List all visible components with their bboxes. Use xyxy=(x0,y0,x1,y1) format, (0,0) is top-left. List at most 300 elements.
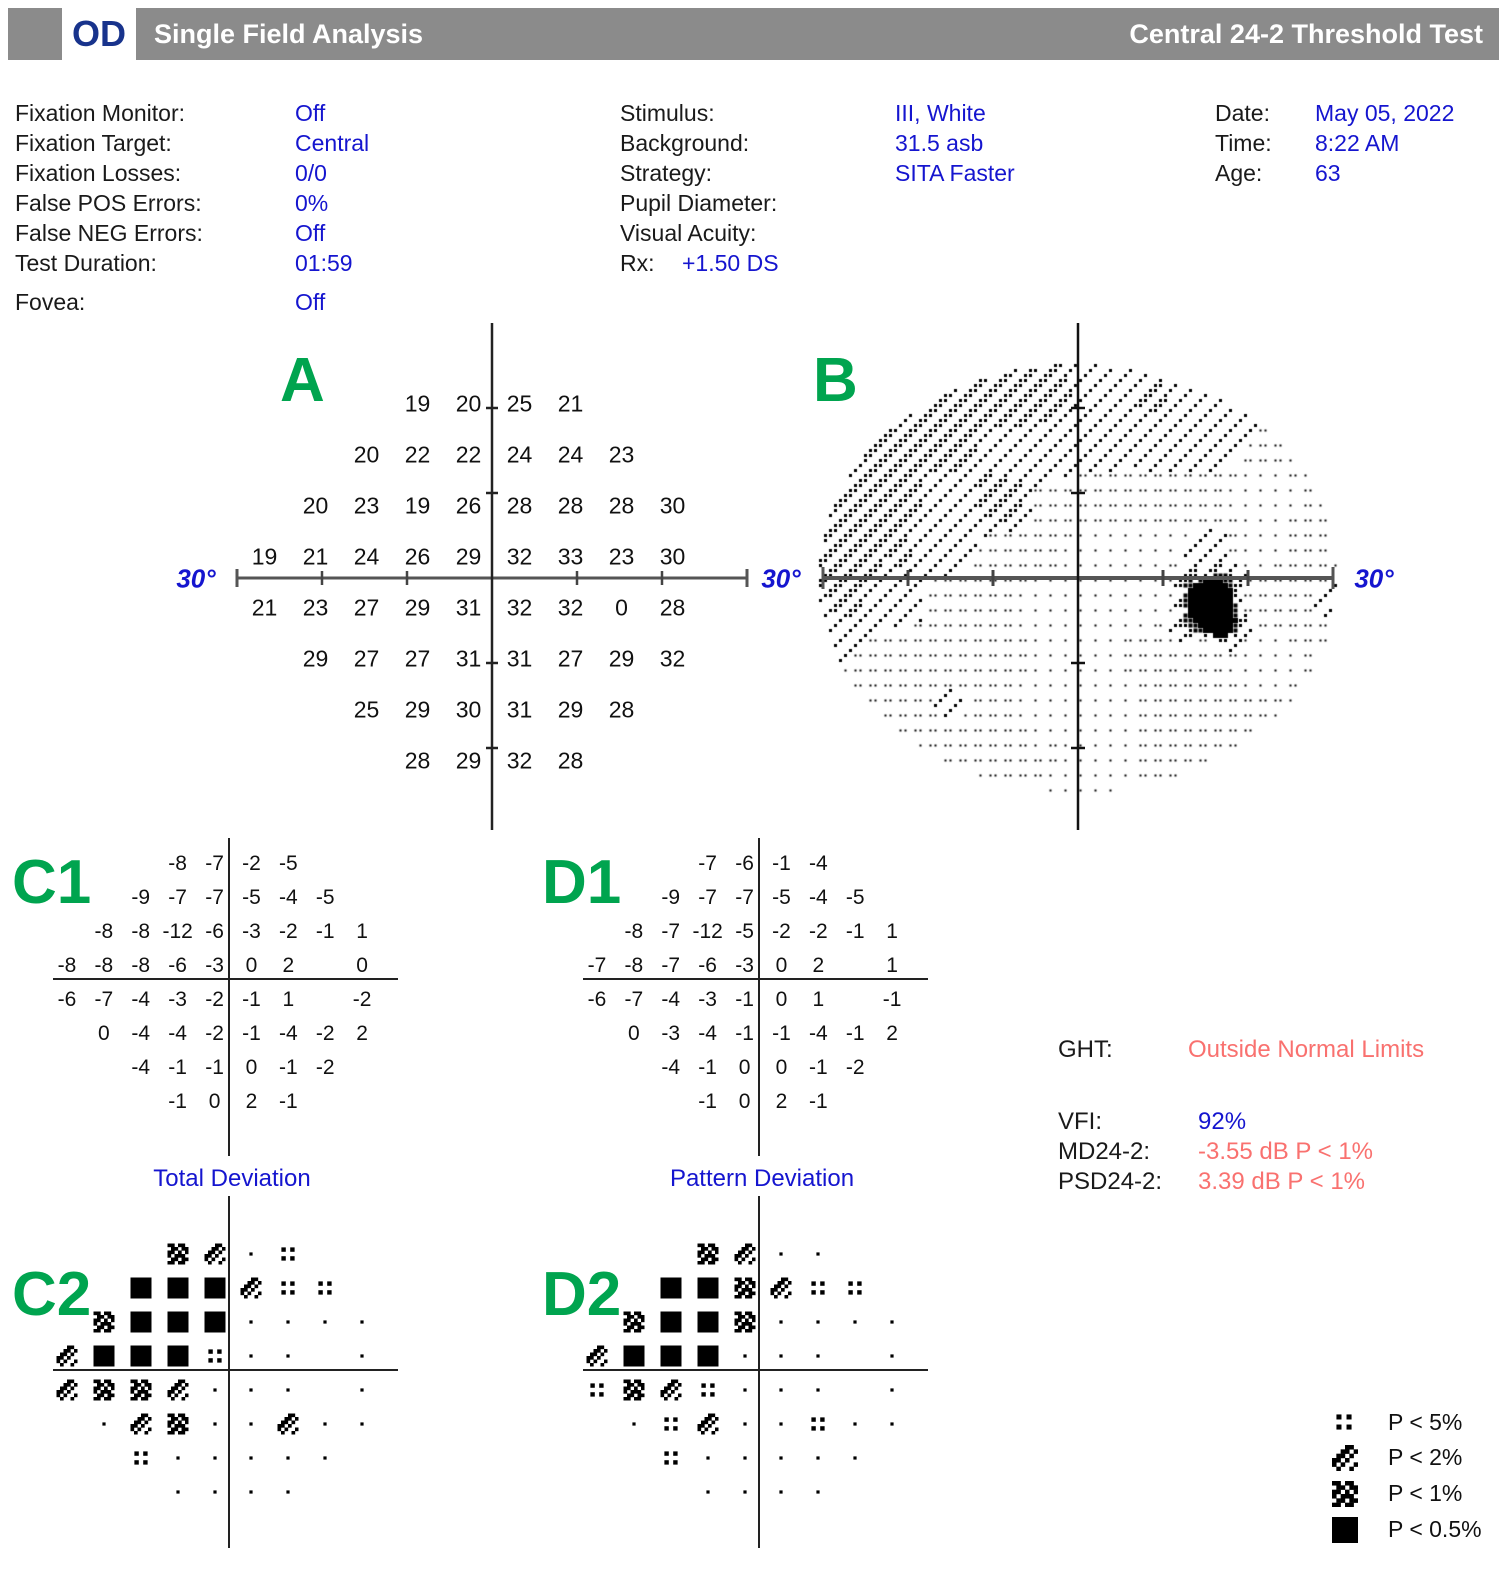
pattern-dev-prob-p5 xyxy=(697,1380,718,1401)
total-deviation-value: -6 xyxy=(205,919,224,943)
pattern-deviation-value: -2 xyxy=(772,919,791,943)
total-deviation-value: -5 xyxy=(279,851,298,875)
pattern-deviation-value: -6 xyxy=(698,953,717,977)
pattern-dev-prob-n xyxy=(740,1419,750,1429)
total-dev-prob-n xyxy=(246,1317,256,1327)
ght-label: GHT: xyxy=(1058,1036,1113,1063)
threshold-value: 31 xyxy=(455,594,482,620)
legend-symbol-p1 xyxy=(1332,1481,1358,1507)
pattern-deviation-value: 0 xyxy=(775,988,788,1011)
pattern-deviation-value: -5 xyxy=(772,885,791,909)
threshold-value: 30 xyxy=(455,696,482,722)
total-deviation-value: -5 xyxy=(242,885,261,909)
pattern-dev-prob-p2 xyxy=(734,1243,755,1264)
total-dev-prob-n xyxy=(173,1487,183,1497)
param-col-middle-row xyxy=(620,190,1100,218)
total-dev-prob-n xyxy=(210,1453,220,1463)
pattern-deviation-value: -2 xyxy=(845,1056,865,1080)
param-label: Age: xyxy=(1215,160,1263,186)
threshold-value: 23 xyxy=(302,594,329,620)
total-dev-prob-p05 xyxy=(204,1277,225,1298)
total-deviation-value: 1 xyxy=(282,988,295,1011)
pattern-deviation-value: -5 xyxy=(845,885,865,909)
total-dev-prob-p05 xyxy=(204,1311,225,1332)
param-value: +1.50 DS xyxy=(682,250,779,276)
total-deviation-value: -4 xyxy=(168,1022,187,1046)
total-dev-prob-n xyxy=(283,1453,293,1463)
pattern-deviation-value: 0 xyxy=(738,1056,751,1080)
threshold-value: 24 xyxy=(557,441,584,467)
threshold-value: 32 xyxy=(557,594,584,620)
total-deviation-value: -2 xyxy=(242,851,261,875)
pattern-deviation-value: -7 xyxy=(735,885,754,909)
pattern-deviation-value: -7 xyxy=(587,953,607,977)
param-col-left-row xyxy=(15,190,495,218)
total-deviation-value: 0 xyxy=(245,1056,258,1080)
total-dev-prob-n xyxy=(246,1487,256,1497)
plot-a-letter: A xyxy=(280,346,325,415)
report-subtitle: Central 24-2 Threshold Test xyxy=(1129,18,1483,49)
threshold-value: 26 xyxy=(404,543,431,569)
pattern-deviation-value: 1 xyxy=(886,953,898,977)
plot-c2-letter: C2 xyxy=(12,1260,92,1329)
param-label: Pupil Diameter: xyxy=(620,190,778,216)
param-value: 8:22 AM xyxy=(1315,130,1400,156)
pattern-dev-prob-n xyxy=(850,1317,860,1327)
param-label: Test Duration: xyxy=(15,250,157,276)
total-dev-prob-n xyxy=(320,1419,330,1429)
param-value: Central xyxy=(295,130,370,156)
total-dev-prob-n xyxy=(357,1351,367,1361)
threshold-value: 27 xyxy=(557,645,584,671)
pattern-deviation-value: 0 xyxy=(775,953,788,977)
total-deviation-value: 2 xyxy=(245,1090,258,1114)
pattern-deviation-value: 2 xyxy=(812,953,825,977)
pattern-deviation-value: -9 xyxy=(661,885,681,909)
axis-30deg-label-right: 30° xyxy=(1354,563,1394,594)
pattern-dev-prob-n xyxy=(813,1317,823,1327)
total-deviation-value: -4 xyxy=(131,1022,151,1046)
pattern-dev-prob-p05 xyxy=(660,1311,681,1332)
total-dev-prob-p5 xyxy=(315,1277,336,1298)
threshold-value: 22 xyxy=(455,441,482,467)
pattern-dev-prob-n xyxy=(740,1351,750,1361)
pattern-dev-prob-p1 xyxy=(734,1277,755,1298)
total-dev-prob-p1 xyxy=(130,1380,151,1401)
threshold-value: 29 xyxy=(302,645,329,671)
threshold-value: 22 xyxy=(404,441,431,467)
pattern-dev-prob-n xyxy=(776,1419,786,1429)
total-dev-prob-p2 xyxy=(56,1345,77,1366)
total-dev-prob-n xyxy=(246,1419,256,1429)
param-label: Fixation Monitor: xyxy=(15,100,186,126)
pattern-dev-prob-n xyxy=(776,1249,786,1259)
param-col-right-row xyxy=(1215,160,1507,188)
threshold-value: 27 xyxy=(353,594,380,620)
pattern-dev-prob-n xyxy=(850,1419,860,1429)
param-col-right-row xyxy=(1215,100,1507,128)
threshold-value: 28 xyxy=(506,492,533,518)
threshold-value: 24 xyxy=(506,441,533,467)
param-col-right-row xyxy=(1215,130,1507,158)
total-deviation-value: -4 xyxy=(279,1022,298,1046)
pattern-deviation-value: 1 xyxy=(886,919,898,943)
threshold-value: 30 xyxy=(659,543,686,569)
param-value: May 05, 2022 xyxy=(1315,100,1455,126)
total-deviation-value: -1 xyxy=(168,1056,187,1080)
pattern-dev-prob-n xyxy=(813,1249,823,1259)
total-deviation-value: -8 xyxy=(94,953,114,977)
pattern-deviation-value: -7 xyxy=(698,851,717,875)
total-dev-prob-p05 xyxy=(167,1277,188,1298)
total-deviation-value: -8 xyxy=(131,953,151,977)
pattern-deviation-value: -1 xyxy=(809,1090,828,1114)
param-value: Off xyxy=(295,100,326,126)
pattern-dev-prob-n xyxy=(813,1385,823,1395)
total-deviation-caption: Total Deviation xyxy=(153,1165,311,1192)
pattern-dev-prob-n xyxy=(776,1487,786,1497)
pattern-deviation-value: -4 xyxy=(698,1022,717,1046)
pattern-dev-prob-n xyxy=(740,1487,750,1497)
pattern-dev-prob-p5 xyxy=(808,1277,829,1298)
pattern-dev-prob-n xyxy=(703,1453,713,1463)
total-deviation-value: -1 xyxy=(242,1022,261,1046)
total-dev-prob-n xyxy=(246,1249,256,1259)
threshold-value: 32 xyxy=(506,543,533,569)
pattern-dev-prob-p05 xyxy=(697,1277,718,1298)
total-deviation-value: -4 xyxy=(131,1056,151,1080)
pattern-dev-prob-p05 xyxy=(660,1345,681,1366)
pattern-deviation-value: -1 xyxy=(845,1022,865,1046)
param-label: Background: xyxy=(620,130,750,156)
threshold-value: 28 xyxy=(557,492,584,518)
pattern-deviation-value: -7 xyxy=(661,953,681,977)
threshold-value: 32 xyxy=(506,747,533,773)
threshold-value: 25 xyxy=(506,390,533,416)
total-dev-prob-p05 xyxy=(93,1345,114,1366)
total-deviation-value: -7 xyxy=(168,885,187,909)
threshold-value: 23 xyxy=(353,492,380,518)
total-deviation-value: -4 xyxy=(131,988,151,1011)
param-col-left-row xyxy=(15,100,495,128)
legend-label: P < 2% xyxy=(1388,1444,1463,1470)
param-col-left-row xyxy=(15,130,495,158)
pattern-deviation-value: -8 xyxy=(624,919,644,943)
total-deviation-value: -12 xyxy=(162,919,193,943)
total-dev-prob-p5 xyxy=(204,1345,225,1366)
plot-c1-letter: C1 xyxy=(12,848,92,917)
threshold-value: 27 xyxy=(404,645,431,671)
pattern-deviation-value: -3 xyxy=(735,953,754,977)
total-dev-prob-p1 xyxy=(167,1414,188,1435)
total-deviation-value: -7 xyxy=(205,885,224,909)
total-dev-prob-n xyxy=(320,1317,330,1327)
total-deviation-value: -2 xyxy=(315,1022,335,1046)
threshold-value: 24 xyxy=(353,543,380,569)
header-gray-square xyxy=(8,8,62,60)
total-dev-prob-p5 xyxy=(278,1243,299,1264)
pattern-dev-prob-n xyxy=(776,1317,786,1327)
param-value: 01:59 xyxy=(295,250,353,276)
md-value: -3.55 dB P < 1% xyxy=(1198,1138,1374,1165)
threshold-value: 29 xyxy=(455,747,482,773)
total-deviation-value: -1 xyxy=(205,1056,224,1080)
pattern-deviation-value: 2 xyxy=(775,1090,788,1114)
total-deviation-value: -6 xyxy=(57,988,77,1011)
pattern-deviation-value: -6 xyxy=(735,851,754,875)
pattern-deviation-value: -1 xyxy=(772,1022,791,1046)
total-deviation-value: -7 xyxy=(205,851,224,875)
grayscale-plot xyxy=(808,308,1348,848)
pattern-dev-prob-n xyxy=(887,1385,897,1395)
pattern-deviation-value: -7 xyxy=(624,988,644,1011)
threshold-value: 29 xyxy=(404,696,431,722)
total-deviation-value: -2 xyxy=(205,988,224,1011)
threshold-value: 21 xyxy=(557,390,584,416)
pattern-deviation-value: -4 xyxy=(809,885,828,909)
pattern-deviation-value: 2 xyxy=(886,1022,898,1046)
total-deviation-value: -8 xyxy=(94,919,114,943)
pattern-dev-prob-n xyxy=(740,1385,750,1395)
pattern-dev-prob-n xyxy=(813,1487,823,1497)
pattern-deviation-value: -5 xyxy=(735,919,754,943)
total-deviation-value: -2 xyxy=(315,1056,335,1080)
param-value: 0% xyxy=(295,190,329,216)
pattern-deviation-value: -4 xyxy=(661,1056,681,1080)
pattern-deviation-value: -1 xyxy=(845,919,865,943)
pattern-dev-prob-p1 xyxy=(734,1311,755,1332)
total-deviation-value: -4 xyxy=(279,885,298,909)
threshold-value: 26 xyxy=(455,492,482,518)
total-deviation-value: -5 xyxy=(315,885,335,909)
pattern-deviation-value: -4 xyxy=(809,851,828,875)
axis-30deg-label-left: 30° xyxy=(176,563,216,594)
legend-symbol-p05 xyxy=(1332,1517,1358,1543)
pattern-dev-prob-p5 xyxy=(660,1414,681,1435)
total-deviation-value: -2 xyxy=(279,919,298,943)
threshold-value: 19 xyxy=(404,492,431,518)
psd-value: 3.39 dB P < 1% xyxy=(1198,1168,1366,1195)
pattern-dev-prob-p05 xyxy=(697,1345,718,1366)
pattern-dev-prob-n xyxy=(776,1453,786,1463)
param-col-left-row xyxy=(15,220,495,248)
threshold-value: 32 xyxy=(659,645,686,671)
pattern-dev-prob-p5 xyxy=(586,1380,607,1401)
total-dev-prob-n xyxy=(283,1385,293,1395)
total-dev-prob-p5 xyxy=(278,1277,299,1298)
total-dev-prob-n xyxy=(283,1317,293,1327)
threshold-value: 0 xyxy=(615,594,628,620)
param-value: SITA Faster xyxy=(895,160,1015,186)
total-dev-prob-n xyxy=(283,1351,293,1361)
threshold-value: 30 xyxy=(659,492,686,518)
eye-label: OD xyxy=(72,13,126,54)
threshold-value: 29 xyxy=(404,594,431,620)
pattern-dev-prob-n xyxy=(703,1487,713,1497)
threshold-value: 29 xyxy=(557,696,584,722)
total-deviation-value: -3 xyxy=(205,953,224,977)
total-deviation-value: 0 xyxy=(208,1090,221,1114)
threshold-value: 28 xyxy=(608,696,635,722)
total-deviation-value: -3 xyxy=(242,919,261,943)
pattern-deviation-value: -3 xyxy=(698,988,717,1011)
threshold-value: 28 xyxy=(404,747,431,773)
param-value: Off xyxy=(295,220,326,246)
pattern-deviation-caption: Pattern Deviation xyxy=(669,1165,855,1192)
param-label: Fixation Losses: xyxy=(15,160,182,186)
pattern-deviation-value: 0 xyxy=(738,1090,751,1114)
total-dev-prob-p05 xyxy=(167,1311,188,1332)
total-deviation-value: -1 xyxy=(279,1056,298,1080)
pattern-deviation-value: -1 xyxy=(735,988,754,1011)
total-dev-prob-n xyxy=(210,1487,220,1497)
total-dev-prob-p2 xyxy=(278,1414,299,1435)
pattern-deviation-value: -6 xyxy=(587,988,607,1011)
pattern-dev-prob-p2 xyxy=(697,1414,718,1435)
total-dev-prob-p2 xyxy=(204,1243,225,1264)
threshold-value: 31 xyxy=(506,696,533,722)
legend-label: P < 0.5% xyxy=(1388,1516,1482,1542)
total-deviation-value: -1 xyxy=(279,1090,298,1114)
pattern-dev-prob-n xyxy=(887,1419,897,1429)
pattern-dev-prob-n xyxy=(850,1453,860,1463)
pattern-dev-prob-p05 xyxy=(697,1311,718,1332)
pattern-deviation-value: -12 xyxy=(692,919,723,943)
threshold-value: 32 xyxy=(506,594,533,620)
total-dev-prob-p2 xyxy=(130,1414,151,1435)
total-dev-prob-p05 xyxy=(130,1311,151,1332)
total-dev-prob-p05 xyxy=(130,1277,151,1298)
total-dev-prob-n xyxy=(210,1419,220,1429)
pattern-dev-prob-p5 xyxy=(660,1448,681,1469)
total-dev-prob-p2 xyxy=(56,1380,77,1401)
threshold-value: 21 xyxy=(302,543,329,569)
axis-30deg-label-middle: 30° xyxy=(761,563,801,594)
pattern-dev-prob-p05 xyxy=(660,1277,681,1298)
threshold-value: 21 xyxy=(251,594,278,620)
param-value: III, White xyxy=(895,100,986,126)
total-dev-prob-n xyxy=(210,1385,220,1395)
total-deviation-value: 2 xyxy=(282,953,295,977)
psd-label: PSD24-2: xyxy=(1058,1168,1163,1195)
total-dev-prob-p2 xyxy=(241,1277,262,1298)
total-dev-prob-p1 xyxy=(93,1380,114,1401)
pattern-dev-prob-n xyxy=(740,1453,750,1463)
total-deviation-value: -8 xyxy=(131,919,151,943)
param-col-middle-row xyxy=(620,160,1100,188)
threshold-value: 19 xyxy=(404,390,431,416)
pattern-deviation-value: -2 xyxy=(809,919,828,943)
param-col-left-row xyxy=(15,160,495,188)
threshold-value: 20 xyxy=(455,390,482,416)
pattern-dev-prob-n xyxy=(813,1351,823,1361)
param-col-middle-row xyxy=(620,130,1100,158)
pattern-dev-prob-p5 xyxy=(808,1414,829,1435)
total-deviation-value: 2 xyxy=(356,1022,368,1046)
total-deviation-value: -9 xyxy=(131,885,151,909)
legend-label: P < 5% xyxy=(1388,1409,1463,1435)
report-title: Single Field Analysis xyxy=(154,18,424,49)
pattern-dev-prob-p1 xyxy=(697,1243,718,1264)
md-label: MD24-2: xyxy=(1058,1138,1151,1165)
pattern-dev-prob-p5 xyxy=(845,1277,866,1298)
header-bar xyxy=(136,8,1499,60)
ght-value: Outside Normal Limits xyxy=(1188,1036,1425,1063)
param-col-left-row xyxy=(15,250,495,278)
threshold-value: 20 xyxy=(302,492,329,518)
total-dev-prob-n xyxy=(99,1419,109,1429)
total-dev-prob-n xyxy=(320,1453,330,1463)
threshold-value: 28 xyxy=(659,594,686,620)
pattern-dev-prob-p2 xyxy=(586,1345,607,1366)
total-deviation-value: 0 xyxy=(98,1022,110,1046)
total-dev-prob-n xyxy=(357,1385,367,1395)
param-label: Time: xyxy=(1215,130,1272,156)
pattern-dev-prob-n xyxy=(887,1317,897,1327)
pattern-deviation-value: -8 xyxy=(624,953,644,977)
plot-d1-letter: D1 xyxy=(542,848,622,917)
total-deviation-value: 0 xyxy=(245,953,258,977)
threshold-value: 31 xyxy=(506,645,533,671)
param-label: Date: xyxy=(1215,100,1270,126)
total-dev-prob-n xyxy=(246,1351,256,1361)
threshold-value: 29 xyxy=(455,543,482,569)
threshold-value: 28 xyxy=(608,492,635,518)
pattern-dev-prob-n xyxy=(629,1419,639,1429)
eye-badge xyxy=(66,8,132,60)
param-label: Visual Acuity: xyxy=(620,220,757,246)
pattern-deviation-value: -3 xyxy=(661,1022,681,1046)
total-dev-prob-p1 xyxy=(93,1311,114,1332)
total-deviation-value: 1 xyxy=(356,919,368,943)
total-dev-prob-n xyxy=(246,1385,256,1395)
total-deviation-value: -2 xyxy=(205,1022,224,1046)
total-dev-prob-p05 xyxy=(130,1345,151,1366)
total-deviation-value: -7 xyxy=(94,988,114,1011)
total-dev-prob-n xyxy=(357,1317,367,1327)
total-deviation-value: -8 xyxy=(57,953,77,977)
pattern-deviation-value: -1 xyxy=(882,988,902,1011)
threshold-value: 20 xyxy=(353,441,380,467)
total-deviation-value: -1 xyxy=(242,988,261,1011)
threshold-value: 33 xyxy=(557,543,584,569)
legend-symbol-p2 xyxy=(1332,1445,1358,1471)
pattern-dev-prob-n xyxy=(887,1351,897,1361)
legend-label: P < 1% xyxy=(1388,1480,1463,1506)
pattern-dev-prob-n xyxy=(776,1385,786,1395)
threshold-value: 28 xyxy=(557,747,584,773)
legend-symbol-p5 xyxy=(1332,1410,1356,1434)
threshold-value: 31 xyxy=(455,645,482,671)
pattern-deviation-value: 1 xyxy=(812,988,825,1011)
param-col-left-row xyxy=(15,289,495,317)
threshold-value: 25 xyxy=(353,696,380,722)
param-label: Strategy: xyxy=(620,160,713,186)
pattern-deviation-value: -1 xyxy=(772,851,791,875)
pattern-deviation-value: -4 xyxy=(809,1022,828,1046)
pattern-deviation-value: -4 xyxy=(661,988,681,1011)
param-label: False NEG Errors: xyxy=(15,220,203,246)
param-value: 0/0 xyxy=(295,160,327,186)
total-deviation-value: -6 xyxy=(168,953,187,977)
param-value: 63 xyxy=(1315,160,1341,186)
vfi-value: 92% xyxy=(1198,1108,1247,1135)
pattern-deviation-value: 0 xyxy=(628,1022,640,1046)
threshold-value: 29 xyxy=(608,645,635,671)
pattern-deviation-value: -1 xyxy=(809,1056,828,1080)
pattern-dev-prob-p05 xyxy=(623,1345,644,1366)
total-dev-prob-p05 xyxy=(167,1345,188,1366)
